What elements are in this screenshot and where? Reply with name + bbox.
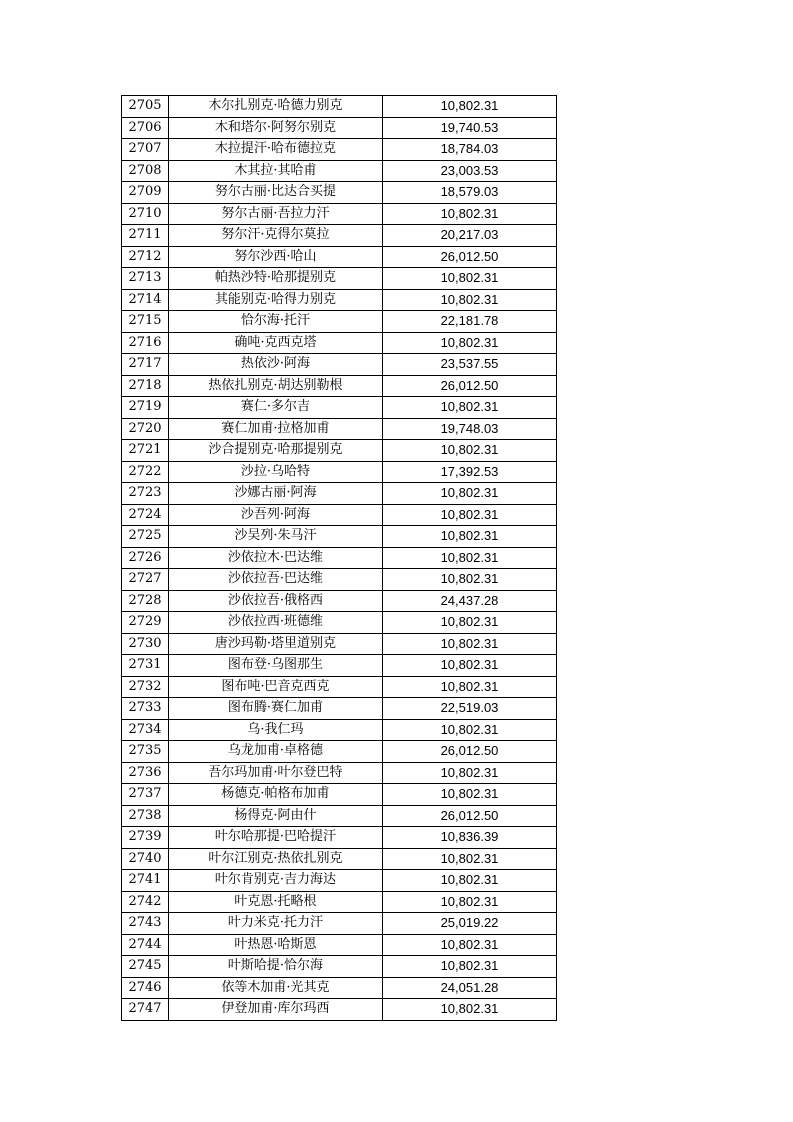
table-body (122, 96, 557, 1021)
row-name-cell: 沙依拉吾·俄格西 (169, 590, 383, 612)
table-row (122, 870, 557, 892)
row-name-cell: 叶力米克·托力汗 (169, 913, 383, 935)
row-id-cell: 2745 (122, 956, 169, 978)
table-row (122, 332, 557, 354)
table-row (122, 612, 557, 634)
table-row (122, 504, 557, 526)
row-amount-cell: 17,392.53 (383, 461, 557, 483)
row-amount-cell: 10,802.31 (383, 676, 557, 698)
table-row (122, 397, 557, 419)
row-name-cell: 恰尔海·托汗 (169, 311, 383, 333)
table-row (122, 225, 557, 247)
table-row (122, 246, 557, 268)
table-row (122, 719, 557, 741)
row-amount-cell: 10,802.31 (383, 956, 557, 978)
row-amount-cell: 10,802.31 (383, 612, 557, 634)
row-name-cell: 木和塔尔·阿努尔别克 (169, 117, 383, 139)
row-id-cell: 2716 (122, 332, 169, 354)
table-row (122, 117, 557, 139)
row-amount-cell: 10,802.31 (383, 504, 557, 526)
table-row (122, 784, 557, 806)
row-name-cell: 叶尔江别克·热依扎别克 (169, 848, 383, 870)
row-amount-cell: 26,012.50 (383, 805, 557, 827)
row-id-cell: 2709 (122, 182, 169, 204)
table-row (122, 590, 557, 612)
table-row (122, 827, 557, 849)
row-id-cell: 2732 (122, 676, 169, 698)
row-amount-cell: 22,519.03 (383, 698, 557, 720)
row-id-cell: 2737 (122, 784, 169, 806)
row-name-cell: 乌龙加甫·卓格德 (169, 741, 383, 763)
row-id-cell: 2739 (122, 827, 169, 849)
table-row (122, 891, 557, 913)
table-row (122, 655, 557, 677)
row-name-cell: 图布登·乌图那生 (169, 655, 383, 677)
row-amount-cell: 24,437.28 (383, 590, 557, 612)
table-row (122, 96, 557, 118)
row-name-cell: 其能别克·哈得力别克 (169, 289, 383, 311)
row-name-cell: 杨德克·帕格布加甫 (169, 784, 383, 806)
row-id-cell: 2726 (122, 547, 169, 569)
row-amount-cell: 10,802.31 (383, 203, 557, 225)
row-id-cell: 2714 (122, 289, 169, 311)
row-amount-cell: 10,802.31 (383, 999, 557, 1021)
row-amount-cell: 10,836.39 (383, 827, 557, 849)
row-amount-cell: 10,802.31 (383, 96, 557, 118)
row-id-cell: 2742 (122, 891, 169, 913)
row-amount-cell: 10,802.31 (383, 891, 557, 913)
row-id-cell: 2712 (122, 246, 169, 268)
row-id-cell: 2719 (122, 397, 169, 419)
row-name-cell: 沙吴列·朱马汗 (169, 526, 383, 548)
row-amount-cell: 26,012.50 (383, 375, 557, 397)
row-name-cell: 努尔汗·克得尔莫拉 (169, 225, 383, 247)
row-amount-cell: 10,802.31 (383, 934, 557, 956)
row-name-cell: 努尔古丽·比达合买提 (169, 182, 383, 204)
row-id-cell: 2713 (122, 268, 169, 290)
row-id-cell: 2728 (122, 590, 169, 612)
row-id-cell: 2720 (122, 418, 169, 440)
table-row (122, 311, 557, 333)
table-row (122, 569, 557, 591)
table-row (122, 268, 557, 290)
table-row (122, 354, 557, 376)
row-name-cell: 努尔古丽·吾拉力汗 (169, 203, 383, 225)
row-amount-cell: 10,802.31 (383, 762, 557, 784)
row-id-cell: 2718 (122, 375, 169, 397)
row-amount-cell: 19,748.03 (383, 418, 557, 440)
table-row (122, 633, 557, 655)
table-row (122, 289, 557, 311)
row-id-cell: 2721 (122, 440, 169, 462)
table-row (122, 999, 557, 1021)
table-row (122, 977, 557, 999)
row-amount-cell: 10,802.31 (383, 655, 557, 677)
row-amount-cell: 10,802.31 (383, 848, 557, 870)
row-name-cell: 沙依拉吾·巴达维 (169, 569, 383, 591)
table-row (122, 805, 557, 827)
row-name-cell: 依等木加甫·光其克 (169, 977, 383, 999)
row-name-cell: 叶尔肯别克·吉力海达 (169, 870, 383, 892)
row-name-cell: 赛仁加甫·拉格加甫 (169, 418, 383, 440)
table-row (122, 848, 557, 870)
row-name-cell: 杨得克·阿由什 (169, 805, 383, 827)
row-amount-cell: 10,802.31 (383, 332, 557, 354)
row-name-cell: 叶克恩·托略根 (169, 891, 383, 913)
row-amount-cell: 10,802.31 (383, 569, 557, 591)
row-amount-cell: 10,802.31 (383, 870, 557, 892)
row-id-cell: 2746 (122, 977, 169, 999)
row-id-cell: 2735 (122, 741, 169, 763)
row-name-cell: 伊登加甫·库尔玛西 (169, 999, 383, 1021)
table-row (122, 375, 557, 397)
row-id-cell: 2743 (122, 913, 169, 935)
row-id-cell: 2740 (122, 848, 169, 870)
row-id-cell: 2707 (122, 139, 169, 161)
row-amount-cell: 10,802.31 (383, 397, 557, 419)
table-row (122, 956, 557, 978)
row-amount-cell: 23,003.53 (383, 160, 557, 182)
row-amount-cell: 18,579.03 (383, 182, 557, 204)
row-id-cell: 2724 (122, 504, 169, 526)
row-name-cell: 吾尔玛加甫·叶尔登巴特 (169, 762, 383, 784)
row-amount-cell: 10,802.31 (383, 547, 557, 569)
row-id-cell: 2715 (122, 311, 169, 333)
row-id-cell: 2717 (122, 354, 169, 376)
row-id-cell: 2738 (122, 805, 169, 827)
row-id-cell: 2736 (122, 762, 169, 784)
row-id-cell: 2723 (122, 483, 169, 505)
row-amount-cell: 10,802.31 (383, 289, 557, 311)
table-row (122, 182, 557, 204)
row-amount-cell: 24,051.28 (383, 977, 557, 999)
row-name-cell: 沙吾列·阿海 (169, 504, 383, 526)
row-name-cell: 沙依拉木·巴达维 (169, 547, 383, 569)
row-amount-cell: 18,784.03 (383, 139, 557, 161)
row-id-cell: 2731 (122, 655, 169, 677)
row-name-cell: 唐沙玛勒·塔里道别克 (169, 633, 383, 655)
row-amount-cell: 10,802.31 (383, 268, 557, 290)
row-amount-cell: 25,019.22 (383, 913, 557, 935)
row-id-cell: 2708 (122, 160, 169, 182)
row-name-cell: 沙依拉西·班德维 (169, 612, 383, 634)
row-amount-cell: 26,012.50 (383, 741, 557, 763)
row-id-cell: 2706 (122, 117, 169, 139)
table-row (122, 741, 557, 763)
table-row (122, 698, 557, 720)
row-amount-cell: 23,537.55 (383, 354, 557, 376)
row-name-cell: 木尔扎别克·哈德力别克 (169, 96, 383, 118)
row-id-cell: 2725 (122, 526, 169, 548)
row-id-cell: 2710 (122, 203, 169, 225)
row-name-cell: 沙拉·乌哈特 (169, 461, 383, 483)
table-row (122, 139, 557, 161)
row-amount-cell: 19,740.53 (383, 117, 557, 139)
row-amount-cell: 22,181.78 (383, 311, 557, 333)
row-id-cell: 2733 (122, 698, 169, 720)
row-name-cell: 木其拉·其哈甫 (169, 160, 383, 182)
table-row (122, 203, 557, 225)
table-row (122, 526, 557, 548)
row-id-cell: 2730 (122, 633, 169, 655)
table-row (122, 913, 557, 935)
table-row (122, 483, 557, 505)
row-name-cell: 图布吨·巴音克西克 (169, 676, 383, 698)
table-row (122, 440, 557, 462)
row-name-cell: 木拉提汗·哈布德拉克 (169, 139, 383, 161)
row-id-cell: 2711 (122, 225, 169, 247)
row-id-cell: 2747 (122, 999, 169, 1021)
table-row (122, 934, 557, 956)
row-id-cell: 2734 (122, 719, 169, 741)
table-row (122, 461, 557, 483)
row-amount-cell: 10,802.31 (383, 784, 557, 806)
table-row (122, 160, 557, 182)
row-id-cell: 2729 (122, 612, 169, 634)
row-id-cell: 2744 (122, 934, 169, 956)
row-name-cell: 叶尔哈那提·巴哈提汗 (169, 827, 383, 849)
row-name-cell: 努尔沙西·哈山 (169, 246, 383, 268)
row-amount-cell: 10,802.31 (383, 483, 557, 505)
row-amount-cell: 26,012.50 (383, 246, 557, 268)
row-name-cell: 热依沙·阿海 (169, 354, 383, 376)
table-row (122, 676, 557, 698)
row-amount-cell: 10,802.31 (383, 633, 557, 655)
data-table (121, 95, 557, 1021)
table-row (122, 762, 557, 784)
table-row (122, 547, 557, 569)
table-row (122, 418, 557, 440)
row-name-cell: 叶热恩·哈斯恩 (169, 934, 383, 956)
row-id-cell: 2705 (122, 96, 169, 118)
row-name-cell: 热依扎别克·胡达别勒根 (169, 375, 383, 397)
row-amount-cell: 20,217.03 (383, 225, 557, 247)
row-amount-cell: 10,802.31 (383, 440, 557, 462)
row-name-cell: 图布腾·赛仁加甫 (169, 698, 383, 720)
row-name-cell: 赛仁·多尔吉 (169, 397, 383, 419)
row-name-cell: 乌·我仁玛 (169, 719, 383, 741)
row-amount-cell: 10,802.31 (383, 526, 557, 548)
row-id-cell: 2722 (122, 461, 169, 483)
row-name-cell: 沙娜古丽·阿海 (169, 483, 383, 505)
row-name-cell: 帕热沙特·哈那提别克 (169, 268, 383, 290)
row-name-cell: 叶斯哈提·恰尔海 (169, 956, 383, 978)
row-id-cell: 2741 (122, 870, 169, 892)
row-id-cell: 2727 (122, 569, 169, 591)
row-name-cell: 沙合提别克·哈那提别克 (169, 440, 383, 462)
row-amount-cell: 10,802.31 (383, 719, 557, 741)
row-name-cell: 确吨·克西克塔 (169, 332, 383, 354)
